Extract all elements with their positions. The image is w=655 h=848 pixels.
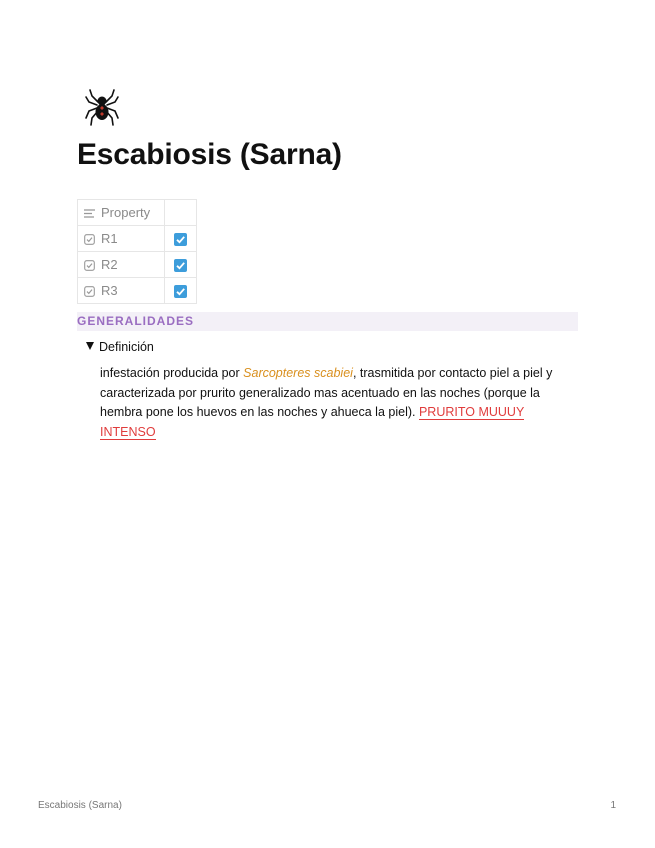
property-row — [78, 252, 197, 278]
property-header[interactable] — [78, 200, 165, 226]
property-header-label: Property — [101, 205, 151, 221]
checkbox-property-icon — [84, 286, 95, 297]
property-r3[interactable] — [78, 278, 165, 304]
checkmark-icon — [175, 260, 186, 271]
property-r3-value — [165, 278, 197, 304]
property-r2[interactable] — [78, 252, 165, 278]
text-lines-icon — [84, 209, 95, 218]
checkmark-icon — [175, 234, 186, 245]
page-number: 1 — [610, 800, 616, 811]
definition-text-2: , trasmitida por contacto piel a piel y caracterizada por prurito generalizado mas acentuado en las noches (porque la hembra pone los huevos en las noches y ahueca la piel). — [100, 366, 553, 419]
checkmark-icon — [175, 286, 186, 297]
property-r1-label: R1 — [101, 231, 118, 247]
property-r1[interactable] — [78, 226, 165, 252]
property-r3-label: R3 — [101, 283, 118, 299]
triangle-down-icon[interactable] — [86, 342, 94, 350]
definition-text-1: infestación producida por — [100, 366, 244, 380]
definition-toggle[interactable] — [86, 340, 154, 354]
properties-table — [77, 199, 197, 304]
property-r2-label: R2 — [101, 257, 118, 273]
r3-checkbox[interactable] — [174, 285, 187, 298]
definition-paragraph — [100, 364, 570, 442]
properties-header-row — [78, 200, 197, 226]
property-r1-value — [165, 226, 197, 252]
r2-checkbox[interactable] — [174, 259, 187, 272]
toggle-label: Definición — [99, 340, 154, 354]
property-header-value — [165, 200, 197, 226]
property-r2-value — [165, 252, 197, 278]
spider-icon — [84, 86, 120, 128]
page-title: Escabiosis (Sarna) — [77, 138, 342, 171]
property-row — [78, 278, 197, 304]
checkbox-property-icon — [84, 234, 95, 245]
section-heading: GENERALIDADES — [77, 312, 578, 331]
highlight-text: PRURITO MUUUY INTENSO — [100, 405, 525, 439]
r1-checkbox[interactable] — [174, 233, 187, 246]
checkbox-property-icon — [84, 260, 95, 271]
property-row — [78, 226, 197, 252]
organism-name: Sarcopteres scabiei — [243, 366, 353, 380]
footer-title: Escabiosis (Sarna) — [38, 800, 122, 811]
